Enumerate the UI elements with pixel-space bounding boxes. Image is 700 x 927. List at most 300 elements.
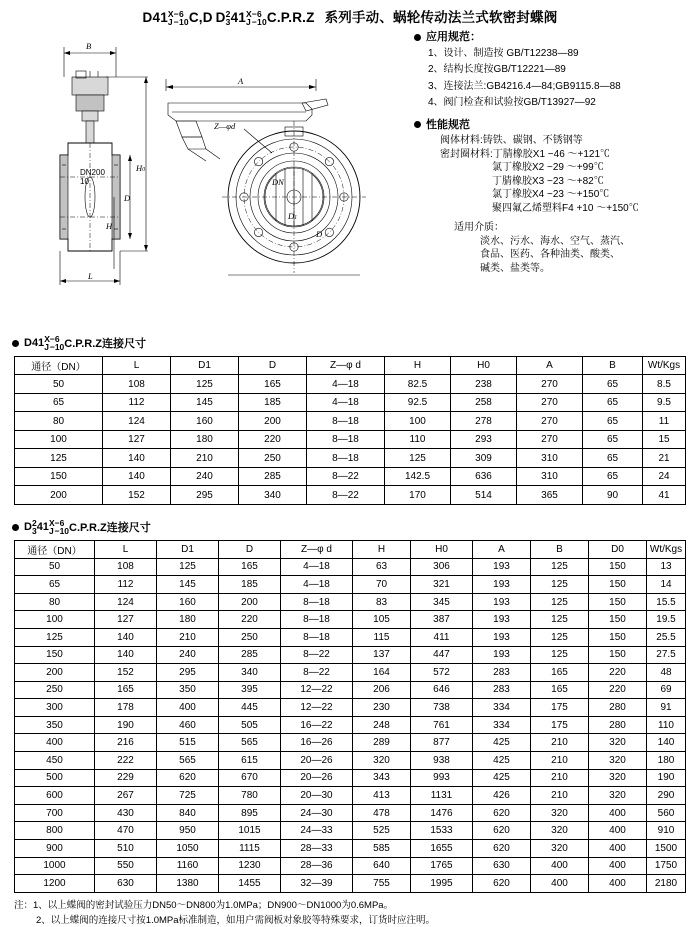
cell: 4—18: [307, 393, 385, 412]
cell: 92.5: [385, 393, 451, 412]
cell: 127: [95, 611, 157, 629]
th2-d: D: [219, 540, 281, 558]
cell: 1765: [411, 857, 473, 875]
cell: 1000: [15, 857, 95, 875]
section-1-frac-1: X J: [44, 333, 50, 353]
top-section: [0, 29, 700, 329]
media-line-2: 食品、医药、各种油类、酸类、: [480, 249, 620, 261]
cell: 65: [583, 393, 643, 412]
cell: 175: [531, 699, 589, 717]
th-zd: Z—φ d: [307, 356, 385, 375]
bullet-dot-icon: [414, 34, 421, 41]
standard-item-4: 4、阀门检查和试验按GB/T13927—92: [428, 97, 596, 109]
svg-text:D: D: [124, 192, 131, 203]
cell: 460: [157, 716, 219, 734]
note-line-2: 2、以上蝶阀的连接尺寸按1.0MPa标准制造，如用户需阀板对象胶等特殊要求，订货时应注明。: [36, 914, 436, 926]
cell: 125: [15, 628, 95, 646]
cell: 250: [239, 449, 307, 468]
cell: 210: [531, 769, 589, 787]
table-row: [15, 375, 686, 394]
cell: 100: [15, 611, 95, 629]
bullet-dot-icon-3: [12, 340, 19, 347]
cell: 230: [353, 699, 411, 717]
cell: 90: [583, 486, 643, 505]
section-2-frac-pre: 2 3: [31, 517, 37, 537]
section-1-model: D41: [24, 337, 45, 350]
cell: 193: [473, 593, 531, 611]
cell: 108: [95, 558, 157, 576]
cell: 8—18: [281, 628, 353, 646]
cell: 180: [647, 752, 686, 770]
cell: 283: [473, 681, 531, 699]
cell: 400: [589, 840, 647, 858]
cell: 445: [219, 699, 281, 717]
cell: 565: [157, 752, 219, 770]
cell: 70: [353, 576, 411, 594]
table-row: [15, 430, 686, 449]
svg-text:DN: DN: [272, 176, 284, 187]
title-d: D: [215, 10, 226, 25]
cell: 20—26: [281, 769, 353, 787]
cell: 395: [219, 681, 281, 699]
cell: 295: [171, 486, 239, 505]
cell: 400: [15, 734, 95, 752]
cell: 50: [15, 558, 95, 576]
cell: 140: [95, 628, 157, 646]
cell: 185: [239, 393, 307, 412]
cell: 411: [411, 628, 473, 646]
cell: 65: [15, 576, 95, 594]
title-suffix-1: C,D: [188, 10, 213, 25]
cell: 140: [647, 734, 686, 752]
cell: 615: [219, 752, 281, 770]
th2-h0: H0: [411, 540, 473, 558]
cell: 69: [647, 681, 686, 699]
cell: 620: [473, 875, 531, 893]
cell: 400: [589, 875, 647, 893]
seal-material-1: 丁腈橡胶X1 −46 ～+121℃: [492, 148, 611, 160]
cell: 110: [647, 716, 686, 734]
body-material-label: 阀体材料:: [440, 135, 483, 147]
table-header-row: [15, 356, 686, 375]
cell: 65: [583, 449, 643, 468]
seal-material-5: 聚四氟乙烯塑料F4 +10 ～+150℃: [492, 202, 639, 214]
svg-text:H: H: [106, 220, 113, 231]
cell: 780: [219, 787, 281, 805]
cell: 343: [353, 769, 411, 787]
standard-item-1: 1、设计、制造按 GB/T12238—89: [428, 47, 579, 59]
cell: 24: [643, 467, 686, 486]
cell: 387: [411, 611, 473, 629]
bullet-dot-icon-4: [12, 524, 19, 531]
cell: 20—30: [281, 787, 353, 805]
cell: 150: [15, 646, 95, 664]
body-material-row: [440, 135, 694, 147]
cell: 83: [353, 593, 411, 611]
cell: 500: [15, 769, 95, 787]
cell: 289: [353, 734, 411, 752]
cell: 216: [95, 734, 157, 752]
cell: 293: [451, 430, 517, 449]
cell: 8—18: [281, 611, 353, 629]
cell: 229: [95, 769, 157, 787]
cell: 145: [157, 576, 219, 594]
cell: 470: [95, 822, 157, 840]
cell: 636: [451, 467, 517, 486]
cell: 350: [15, 716, 95, 734]
cell: 350: [157, 681, 219, 699]
cell: 320: [589, 734, 647, 752]
cell: 425: [473, 734, 531, 752]
cell: 1995: [411, 875, 473, 893]
media-line-1: 淡水、污水、海水、空气、蒸汽、: [480, 235, 630, 247]
cell: 248: [353, 716, 411, 734]
cell: 210: [171, 449, 239, 468]
cell: 993: [411, 769, 473, 787]
cell: 8—22: [307, 486, 385, 505]
cell: 140: [95, 646, 157, 664]
cell: 334: [473, 716, 531, 734]
table-header-row-2: [15, 540, 686, 558]
table-row: [15, 840, 686, 858]
specifications-panel: [410, 29, 694, 329]
cell: 127: [103, 430, 171, 449]
cell: 413: [353, 787, 411, 805]
cell: 738: [411, 699, 473, 717]
cell: 250: [15, 681, 95, 699]
cell: 220: [239, 430, 307, 449]
cell: 761: [411, 716, 473, 734]
cell: 12—22: [281, 699, 353, 717]
cell: 320: [589, 752, 647, 770]
cell: 125: [531, 646, 589, 664]
cell: 80: [15, 412, 103, 431]
cell: 125: [385, 449, 451, 468]
cell: 65: [583, 467, 643, 486]
cell: 270: [517, 430, 583, 449]
cell: 19.5: [647, 611, 686, 629]
cell: 115: [353, 628, 411, 646]
note-text-1: 1、以上蝶阀的密封试验压力DN50～DN800为1.0MPa；DN900～DN1000为0.6MPa。: [33, 899, 394, 911]
cell: 620: [473, 840, 531, 858]
cell: 1533: [411, 822, 473, 840]
cell: 65: [583, 375, 643, 394]
section-2-tail: C.P.R.Z连接尺寸: [69, 522, 151, 535]
cell: 145: [171, 393, 239, 412]
cell: 290: [647, 787, 686, 805]
cell: 320: [353, 752, 411, 770]
cell: 938: [411, 752, 473, 770]
cell: 240: [171, 467, 239, 486]
cell: 550: [95, 857, 157, 875]
cell: 2180: [647, 875, 686, 893]
cell: 8—22: [307, 467, 385, 486]
cell: 877: [411, 734, 473, 752]
cell: 190: [95, 716, 157, 734]
cell: 320: [589, 769, 647, 787]
table-row: [15, 857, 686, 875]
cell: 400: [531, 875, 589, 893]
cell: 170: [385, 486, 451, 505]
cell: 165: [531, 664, 589, 682]
cell: 1655: [411, 840, 473, 858]
cell: 725: [157, 787, 219, 805]
cell: 150: [589, 593, 647, 611]
cell: 565: [219, 734, 281, 752]
cell: 310: [517, 449, 583, 468]
cell: 110: [385, 430, 451, 449]
cell: 630: [95, 875, 157, 893]
cell: 310: [517, 467, 583, 486]
cell: 1500: [647, 840, 686, 858]
cell: 400: [589, 804, 647, 822]
media-label: 适用介质：: [454, 222, 504, 234]
cell: 16—26: [281, 734, 353, 752]
seal-material-row: [440, 149, 694, 161]
cell: 240: [157, 646, 219, 664]
cell: 222: [95, 752, 157, 770]
seal-material-label: 密封圈材料:: [440, 148, 493, 160]
cell: 285: [239, 467, 307, 486]
svg-text:10: 10: [80, 176, 89, 186]
cell: 125: [531, 576, 589, 594]
performance-heading: [414, 119, 694, 132]
cell: 193: [473, 611, 531, 629]
cell: 8—18: [307, 449, 385, 468]
th2-d1: D1: [157, 540, 219, 558]
dimension-table-2: [14, 540, 686, 893]
table-row: [15, 412, 686, 431]
cell: 320: [531, 804, 589, 822]
cell: 514: [451, 486, 517, 505]
cell: 300: [15, 699, 95, 717]
table-row: [15, 804, 686, 822]
title-41: 41: [230, 10, 246, 25]
cell: 150: [15, 467, 103, 486]
table-row: [15, 486, 686, 505]
bullet-dot-icon-2: [414, 121, 421, 128]
cell: 28—36: [281, 857, 353, 875]
cell: 125: [157, 558, 219, 576]
section-2-model: D: [24, 521, 32, 534]
cell: 125: [171, 375, 239, 394]
th2-b: B: [531, 540, 589, 558]
cell: 193: [473, 558, 531, 576]
table-row: [15, 769, 686, 787]
note-line-1: [14, 899, 686, 913]
th-dn: 通径（DN）: [15, 356, 103, 375]
cell: 112: [103, 393, 171, 412]
cell: 755: [353, 875, 411, 893]
cell: 400: [589, 857, 647, 875]
cell: 426: [473, 787, 531, 805]
table-row: [15, 716, 686, 734]
cell: 670: [219, 769, 281, 787]
th-d: D: [239, 356, 307, 375]
cell: 21: [643, 449, 686, 468]
cell: 700: [15, 804, 95, 822]
cell: 1050: [157, 840, 219, 858]
title-frac-pre: 2 3: [225, 8, 231, 28]
th2-dn: 通径（DN）: [15, 540, 95, 558]
cell: 220: [589, 681, 647, 699]
cell: 400: [531, 857, 589, 875]
section-1-heading: [12, 335, 700, 352]
title-suffix-2: C.P.R.Z: [266, 10, 315, 25]
table-row: [15, 393, 686, 412]
cell: 150: [589, 646, 647, 664]
cell: 190: [647, 769, 686, 787]
cell: 280: [589, 716, 647, 734]
th-wt: Wt/Kgs: [643, 356, 686, 375]
cell: 646: [411, 681, 473, 699]
cell: 340: [219, 664, 281, 682]
cell: 8—18: [307, 430, 385, 449]
section-2-heading: [12, 519, 700, 536]
cell: 340: [239, 486, 307, 505]
cell: 510: [95, 840, 157, 858]
cell: 193: [473, 628, 531, 646]
svg-text:D: D: [316, 228, 323, 239]
cell: 150: [589, 576, 647, 594]
cell: 4—18: [281, 576, 353, 594]
th-d1: D1: [171, 356, 239, 375]
cell: 25.5: [647, 628, 686, 646]
cell: 200: [15, 664, 95, 682]
cell: 65: [583, 430, 643, 449]
title-frac-2: −6 −10: [173, 8, 189, 28]
cell: 1115: [219, 840, 281, 858]
cell: 585: [353, 840, 411, 858]
cell: 447: [411, 646, 473, 664]
cell: 620: [157, 769, 219, 787]
cell: 150: [589, 628, 647, 646]
cell: 220: [219, 611, 281, 629]
cell: 137: [353, 646, 411, 664]
table-row: [15, 449, 686, 468]
cell: 1230: [219, 857, 281, 875]
cell: 80: [15, 593, 95, 611]
cell: 1750: [647, 857, 686, 875]
cell: 430: [95, 804, 157, 822]
svg-text:DN200: DN200: [80, 167, 105, 177]
cell: 165: [239, 375, 307, 394]
cell: 400: [157, 699, 219, 717]
cell: 165: [95, 681, 157, 699]
cell: 28—33: [281, 840, 353, 858]
cell: 24—30: [281, 804, 353, 822]
cell: 193: [473, 646, 531, 664]
cell: 20—26: [281, 752, 353, 770]
cell: 65: [583, 412, 643, 431]
title-tail: 系列手动、蜗轮传动法兰式软密封蝶阀: [324, 10, 558, 25]
table-row: [15, 611, 686, 629]
table-row: [15, 699, 686, 717]
table-row: [15, 558, 686, 576]
cell: 8—18: [281, 593, 353, 611]
cell: 283: [473, 664, 531, 682]
cell: 1131: [411, 787, 473, 805]
cell: 125: [15, 449, 103, 468]
cell: 8.5: [643, 375, 686, 394]
cell: 100: [385, 412, 451, 431]
table-row: [15, 576, 686, 594]
dimension-table-1: [14, 356, 686, 505]
cell: 910: [647, 822, 686, 840]
cell: 800: [15, 822, 95, 840]
cell: 24—33: [281, 822, 353, 840]
cell: 165: [219, 558, 281, 576]
page-title: [0, 0, 700, 29]
cell: 515: [157, 734, 219, 752]
standard-item-3: 3、连接法兰:GB4216.4—84;GB9115.8—88: [428, 80, 621, 92]
body-material-value: 铸铁、碳钢、不锈钢等: [482, 135, 583, 147]
seal-material-2: 氯丁橡胶X2 −29 ～+99℃: [492, 162, 604, 174]
cell: 630: [473, 857, 531, 875]
cell: 12—22: [281, 681, 353, 699]
cell: 15.5: [647, 593, 686, 611]
section-2-frac-2: −6 −10: [54, 517, 70, 537]
cell: 840: [157, 804, 219, 822]
cell: 1455: [219, 875, 281, 893]
cell: 8—22: [281, 646, 353, 664]
cell: 108: [103, 375, 171, 394]
th2-h: H: [353, 540, 411, 558]
cell: 525: [353, 822, 411, 840]
cell: 295: [157, 664, 219, 682]
cell: 200: [219, 593, 281, 611]
seal-material-3: 丁腈橡胶X3 −23 ～+82℃: [492, 175, 604, 187]
th2-l: L: [95, 540, 157, 558]
cell: 345: [411, 593, 473, 611]
table-row: [15, 467, 686, 486]
th2-d0: D0: [589, 540, 647, 558]
cell: 48: [647, 664, 686, 682]
cell: 125: [531, 611, 589, 629]
cell: 220: [589, 664, 647, 682]
cell: 100: [15, 430, 103, 449]
cell: 306: [411, 558, 473, 576]
cell: 14: [647, 576, 686, 594]
cell: 105: [353, 611, 411, 629]
standards-heading-label: 应用规范：: [426, 30, 481, 43]
cell: 125: [531, 558, 589, 576]
cell: 124: [103, 412, 171, 431]
table-row: [15, 628, 686, 646]
cell: 320: [531, 840, 589, 858]
cell: 450: [15, 752, 95, 770]
cell: 210: [531, 787, 589, 805]
cell: 321: [411, 576, 473, 594]
cell: 41: [643, 486, 686, 505]
cell: 27.5: [647, 646, 686, 664]
valve-technical-drawing: [6, 29, 410, 325]
cell: 180: [157, 611, 219, 629]
cell: 620: [473, 822, 531, 840]
th-h: H: [385, 356, 451, 375]
section-2-mid: 41: [36, 521, 49, 534]
cell: 250: [219, 628, 281, 646]
cell: 270: [517, 375, 583, 394]
cell: 1380: [157, 875, 219, 893]
cell: 152: [95, 664, 157, 682]
cell: 267: [95, 787, 157, 805]
cell: 32—39: [281, 875, 353, 893]
cell: 82.5: [385, 375, 451, 394]
cell: 4—18: [281, 558, 353, 576]
seal-material-4: 氯丁橡胶X4 −23 ～+150℃: [492, 189, 610, 201]
cell: 1200: [15, 875, 95, 893]
